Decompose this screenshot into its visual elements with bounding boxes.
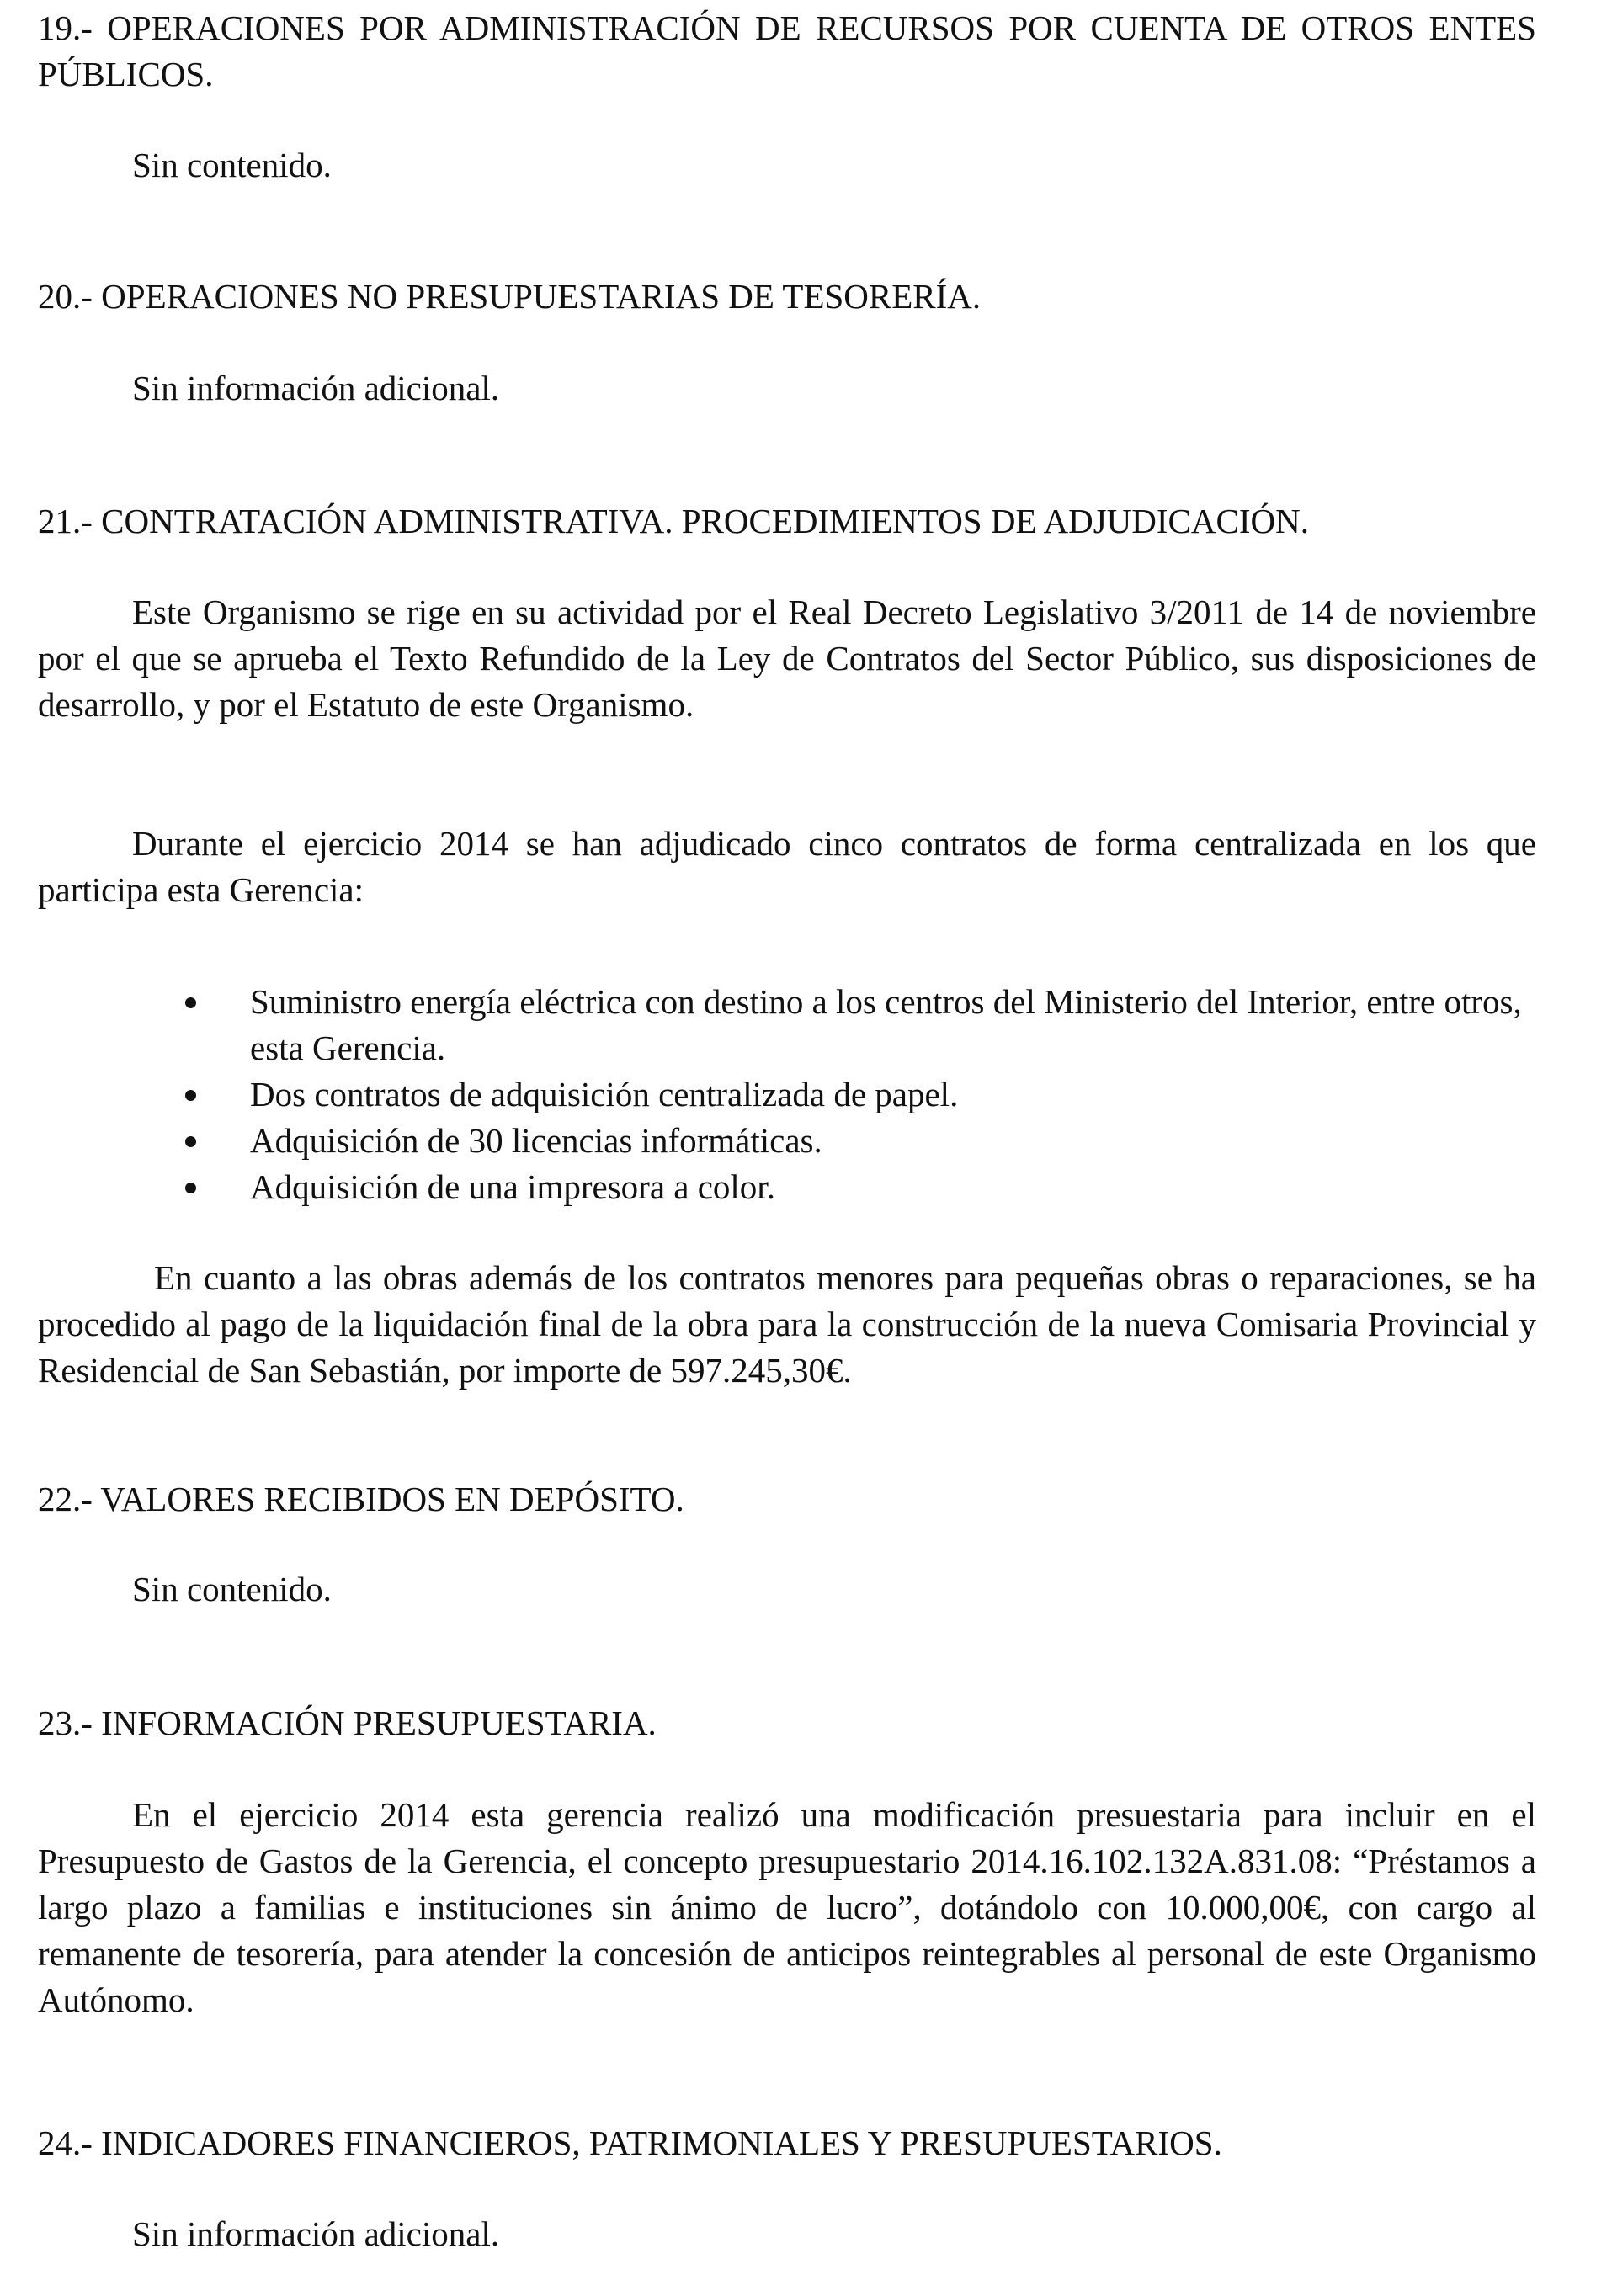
bullet-icon bbox=[185, 997, 196, 1008]
section-23-heading: 23.- INFORMACIÓN PRESUPUESTARIA. bbox=[38, 1703, 657, 1742]
section-24-heading: 24.- INDICADORES FINANCIEROS, PATRIMONIALES Y PRESUPUESTARIOS. bbox=[38, 2123, 1222, 2162]
section-19-heading: 19.- OPERACIONES POR ADMINISTRACIÓN DE RECURSOS POR CUENTA DE OTROS ENTES PÚBLICOS. bbox=[38, 8, 1536, 93]
section-21-paragraph-3: En cuanto a las obras además de los contratos menores para pequeñas obras o reparaciones, se ha procedido al pago de la liquidación final de la obra para la construcción de la nueva Comisaria Provincial y Residencial de San Sebastián, por importe de 597.245,30€. bbox=[38, 1258, 1536, 1390]
list-item-text: Dos contratos de adquisición centralizada de papel. bbox=[250, 1075, 959, 1113]
section-21-heading: 21.- CONTRATACIÓN ADMINISTRATIVA. PROCEDIMIENTOS DE ADJUDICACIÓN. bbox=[38, 502, 1309, 540]
section-20-heading: 20.- OPERACIONES NO PRESUPUESTARIAS DE TESORERÍA. bbox=[38, 277, 982, 316]
list-item-text: Adquisición de una impresora a color. bbox=[250, 1167, 775, 1206]
list-item bbox=[38, 1118, 1536, 1164]
section-20-body: Sin información adicional. bbox=[132, 369, 500, 407]
section-19-body: Sin contenido. bbox=[132, 146, 332, 184]
list-item-text: Adquisición de 30 licencias informáticas. bbox=[250, 1121, 822, 1160]
bullet-icon bbox=[185, 1183, 196, 1193]
section-21-paragraph-2: Durante el ejercicio 2014 se han adjudicado cinco contratos de forma centralizada en los que participa esta Gerencia: bbox=[38, 824, 1536, 909]
section-21-contract-list bbox=[38, 979, 1536, 1210]
list-item bbox=[38, 1164, 1536, 1210]
list-item-text: Suministro energía eléctrica con destino a los centros del Ministerio del Interior, entre otros, esta Gerencia. bbox=[250, 982, 1522, 1067]
bullet-icon bbox=[185, 1136, 196, 1147]
section-22-heading: 22.- VALORES RECIBIDOS EN DEPÓSITO. bbox=[38, 1480, 684, 1518]
list-item bbox=[38, 1071, 1536, 1118]
list-item bbox=[38, 979, 1536, 1071]
section-22-body: Sin contenido. bbox=[132, 1570, 332, 1608]
bullet-icon bbox=[185, 1090, 196, 1101]
section-23-paragraph-1: En el ejercicio 2014 esta gerencia realizó una modificación presuestaria para incluir en el Presupuesto de Gastos de la Gerencia, el concepto presupuestario 2014.16.102.132A.831.08: “Préstamos a largo plazo a familias e instituciones sin ánimo de lucro”, dotándolo con 10.000,00€, con cargo al remanente de tesorería, para atender la concesión de anticipos reintegrables al personal de este Organismo Autónomo. bbox=[38, 1795, 1536, 2019]
section-24-body: Sin información adicional. bbox=[132, 2214, 500, 2253]
section-21-paragraph-1: Este Organismo se rige en su actividad por el Real Decreto Legislativo 3/2011 de 14 de noviembre por el que se aprueba el Texto Refundido de la Ley de Contratos del Sector Público, sus disposiciones de desarrollo, y por el Estatuto de este Organismo. bbox=[38, 593, 1536, 724]
